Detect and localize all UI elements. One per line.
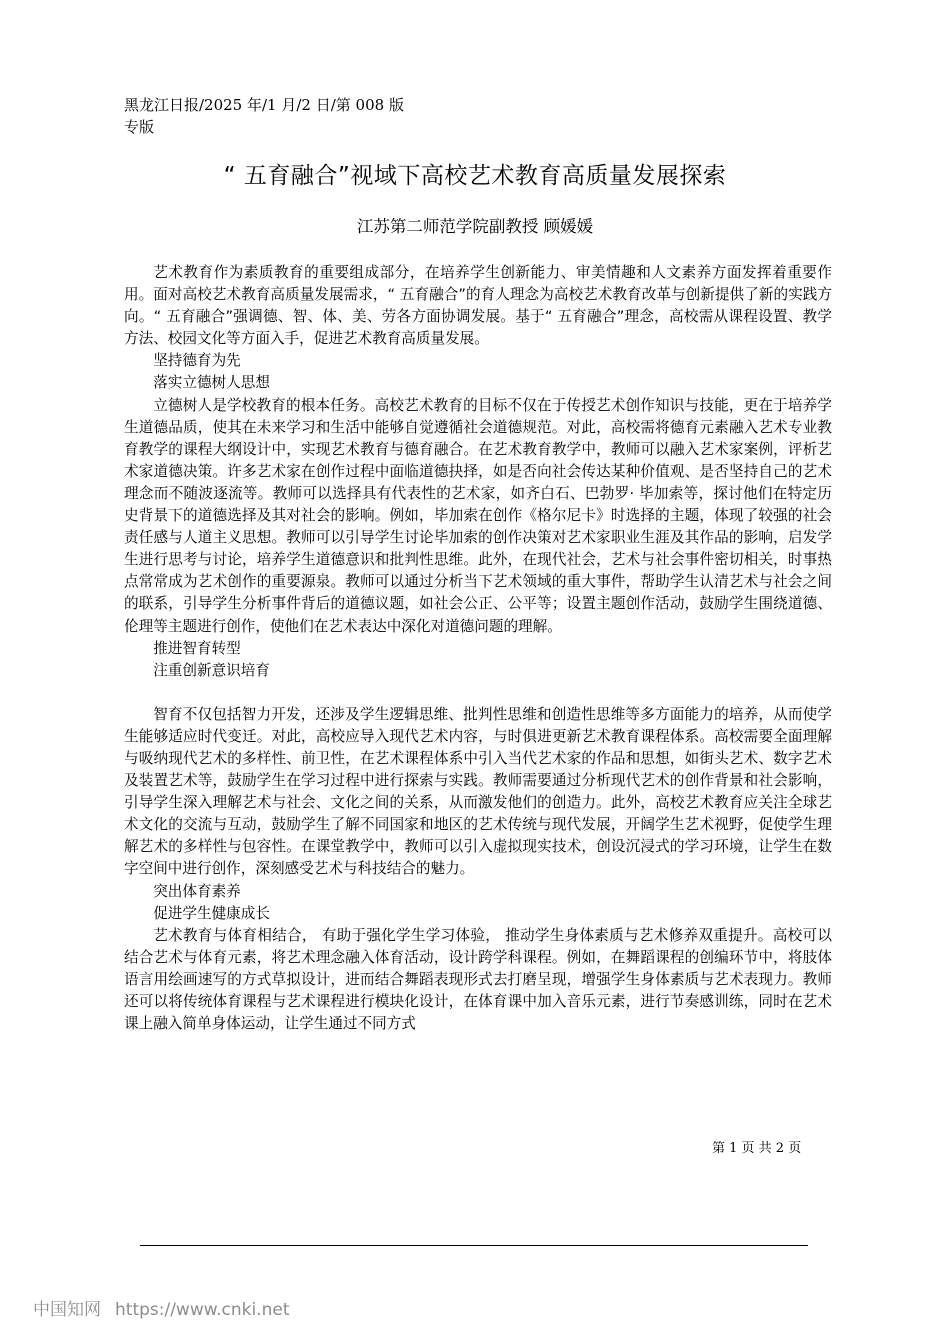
section-subheading-physical: 促进学生健康成长 [153, 904, 270, 922]
source-line: 黑龙江日报/2025 年/1 月/2 日/第 008 版专版 [124, 96, 404, 136]
watermark-url: https://www.cnki.net [115, 1300, 290, 1320]
watermark-brand: 中国知网 [33, 1300, 101, 1320]
section-heading-physical: 突出体育素养 [153, 882, 241, 900]
section-body-physical: 艺术教育与体育相结合， 有助于强化学生学习体验， 推动学生身体素质与艺术修养双重提升。高校可以结合艺术与体育元素，将艺术理念融入体育活动，设计跨学科课程。例如，在舞蹈课程的创编环节中，将肢体语言用绘画速写的方式草拟设计，进而结合舞蹈表现形式去打磨呈现，增强学生身体素质与艺术表现力。教师还可以将传统体育课程与艺术课程进行模块化设计，在体育课中加入音乐元素，进行节奏感训练，同时在艺术课上融入简单身体运动，让学生通过不同方式 [124, 926, 832, 1033]
section-subheading-intellectual: 注重创新意识培育 [153, 661, 270, 679]
page-number: 第 1 页 共 2 页 [712, 1141, 802, 1156]
section-heading-moral: 坚持德育为先 [153, 352, 241, 370]
section-body-intellectual: 智育不仅包括智力开发，还涉及学生逻辑思维、批判性思维和创造性思维等多方面能力的培养，从而使学生能够适应时代变迁。对此，高校应导入现代艺术内容，与时俱进更新艺术教育课程体系。高校需要全面理解与吸纳现代艺术的多样性、前卫性，在艺术课程体系中引入当代艺术家的作品和思想，如街头艺术、数字艺术及装置艺术等，鼓励学生在学习过程中进行探索与实践。教师需要通过分析现代艺术的创作背景和社会影响，引导学生深入理解艺术与社会、文化之间的关系，从而激发他们的创造力。此外，高校艺术教育应关注全球艺术文化的交流与互动，鼓励学生了解不同国家和地区的艺术传统与现代发展，开阔学生艺术视野，促使学生理解艺术的多样性与包容性。在课堂教学中，教师可以引入虚拟现实技术，创设沉浸式的学习环境，让学生在数字空间中进行创作，深刻感受艺术与科技结合的魅力。 [124, 705, 832, 878]
blank-line [124, 682, 832, 704]
section-body-moral: 立德树人是学校教育的根本任务。高校艺术教育的目标不仅在于传授艺术创作知识与技能，更在于培养学生道德品质，使其在未来学习和生活中能够自觉遵循社会道德规范。对此，高校需将德育元素融入艺术专业教育教学的课程大纲设计中，实现艺术教育与德育融合。在艺术教育教学中，教师可以融入艺术家案例，评析艺术家道德决策。许多艺术家在创作过程中面临道德抉择，如是否向社会传达某种价值观、是否坚持自己的艺术理念而不随波逐流等。教师可以选择具有代表性的艺术家，如齐白石、巴勃罗· 毕加索等，探讨他们在特定历史背景下的道德选择及其对社会的影响。例如，毕加索在创作《格尔尼卡》时选择的主题，体现了较强的社会责任感与人道主义思想。教师可以引导学生讨论毕加索的创作决策对艺术家职业生涯及其作品的影响，启发学生进行思考与讨论，培养学生道德意识和批判性思维。此外，在现代社会，艺术与社会事件密切相关，时事热点常常成为艺术创作的重要源泉。教师可以通过分析当下艺术领域的重大事件，帮助学生认清艺术与社会之间的联系，引导学生分析事件背后的道德议题，如社会公正、公平等；设置主题创作活动，鼓励学生围绕道德、伦理等主题进行创作，使他们在艺术表达中深化对道德问题的理解。 [124, 396, 832, 635]
footer-divider [140, 1245, 808, 1246]
cnki-watermark [33, 1295, 289, 1320]
article-body [124, 262, 832, 1035]
article-title: “ 五育融合”视域下高校艺术教育高质量发展探索 [223, 163, 727, 189]
section-heading-intellectual: 推进智育转型 [153, 639, 241, 657]
article-byline: 江苏第二师范学院副教授 顾媛媛 [356, 217, 594, 236]
section-subheading-moral: 落实立德树人思想 [153, 374, 270, 392]
intro-paragraph: 艺术教育作为素质教育的重要组成部分，在培养学生创新能力、审美情趣和人文素养方面发挥着重要作用。面对高校艺术教育高质量发展需求，“ 五育融合”的育人理念为高校艺术教育改革与创新提供了新的实践方向。“ 五育融合”强调德、智、体、美、劳各方面协调发展。基于“ 五育融合”理念，高校需从课程设置、教学方法、校园文化等方面入手，促进艺术教育高质量发展。 [124, 264, 832, 348]
